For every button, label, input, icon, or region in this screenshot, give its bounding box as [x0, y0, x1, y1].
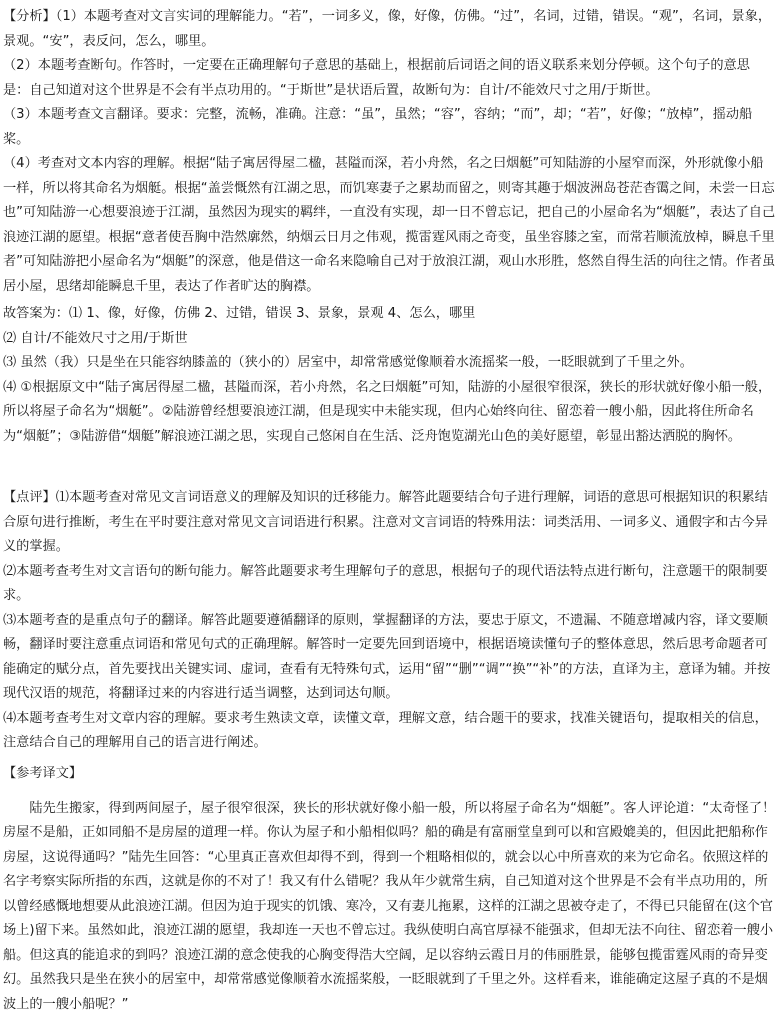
analysis-item-2: （2）本题考查断句。作答时，一定要在正确理解句子意思的基础上，根据前后词语之间的语义联系来划分停顿。这个句子的意思是：自己知道对这个世界是不会有半点功用的。“于斯世”是状语后置，故断句为：自计/不能效尺寸之用/于斯世。: [3, 54, 776, 103]
analysis-item-4: （4）考查对文本内容的理解。根据“陆子寓居得屋二楹，甚隘而深，若小舟然，名之曰烟艇”可知陆游的小屋窄而深，外形就像小船一样，所以将其命名为烟艇。根据“盖尝慨然有江湖之思，而饥寒妻子之累劫而留之，则寄其趣于烟波洲岛苍茫杳霭之间，未尝一日忘也”可知陆游一心想要浪迹于江湖，虽然因为现实的羁绊，一直没有实现，却一日不曾忘记，把自己的小屋命名为“烟艇”，表达了自己浪迹江湖的愿望。根据“意者使吾胸中浩然廓然，纳烟云日月之伟观，揽雷霆风雨之奇变，虽坐容膝之室，而常若顺流放棹，瞬息千里者”可知陆游把小屋命名为“烟艇”的深意，他是借这一命名来隐喻自己对于放浪江湖，观山水形胜，悠然自得生活的向往之情。作者虽居小屋，思绪却能瞬息千里，表达了作者旷达的胸襟。: [3, 152, 776, 299]
comment-header: 【点评】: [3, 490, 56, 505]
analysis-item-1: 【分析】（1）本题考查对文言实词的理解能力。“若”，一词多义，像，好像，仿佛。“过”，名词，过错，错误。“观”，名词，景象，景观。“安”，表反问，怎么，哪里。: [3, 5, 776, 54]
comment-item-1: 【点评】⑴本题考查对常见文言词语意义的理解及知识的迁移能力。解答此题要结合句子进行理解，词语的意思可根据知识的积累结合原句进行推断，考生在平时要注意对常见文言词语进行积累。注意对文言词语的特殊用法：词类活用、一词多义、通假字和古今异义的掌握。: [3, 486, 776, 560]
comment-section: [3, 486, 776, 756]
analysis-section: [3, 5, 776, 299]
translation-body: 陆先生搬家，得到两间屋子，屋子很窄很深，狭长的形状就好像小船一般，所以将屋子命名为“烟艇”。客人评论道：“太奇怪了！房屋不是船，正如同船不是房屋的道理一样。你认为屋子和小船相似吗？船的确是有富丽堂皇到可以和宫殿媲美的，但因此把船称作房屋，这说得通吗？”陆先生回答：“心里真正喜欢但却得不到，得到一个粗略相似的，就会以心中所喜欢的来为它命名。依照这样的名字考察实际所指的东西，这就是你的不对了！我又有什么错呢？我从年少就常生病，自己知道对这个世界是不会有半点功用的，所以曾经感慨地想要从此浪迹江湖。但因为迫于现实的饥饿、寒冷，又有妻儿拖累，这样的江湖之思被夺走了，不得已只能留在(这个官场上)留下来。虽然如此，浪迹江湖的愿望，我却连一天也不曾忘过。我纵使明白高官厚禄不能强求，但却无法不向往、留恋着一艘小船。但这真的能追求的到吗？浪迹江湖的意念使我的心胸变得浩大空阔，足以容纳云霞日月的伟丽胜景，能够包揽雷霆风雨的奇异变幻。虽然我只是坐在狭小的居室中，却常常感觉像顺着水流摇桨般，一眨眼就到了千里之外。这样看来，谁能确定这屋子真的不是烟波上的一艘小船呢？”: [3, 797, 776, 1017]
comment-item-3: ⑶本题考查的是重点句子的翻译。解答此题要遵循翻译的原则，掌握翻译的方法，要忠于原文，不遗漏、不随意增减内容，译文要顺畅，翻译时要注意重点词语和常见句式的正确理解。解答时一定要先回到语境中，根据语境读懂句子的整体意思，然后思考命题者可能确定的赋分点，首先要找出关键实词、虚词，查看有无特殊句式，运用“留”“删”“调”“换”“补”的方法，直译为主，意译为辅。并按现代汉语的规范，将翻译过来的内容进行适当调整，达到词达句顺。: [3, 609, 776, 707]
analysis-item-3: （3）本题考查文言翻译。要求：完整，流畅，准确。注意：“虽”，虽然；“容”，容纳；“而”，却；“若”，好像；“放棹”，摇动船桨。: [3, 103, 776, 152]
comment-item-2: ⑵本题考查考生对文言语句的断句能力。解答此题要求考生理解句子的意思，根据句子的现代语法特点进行断句，注意题干的限制要求。: [3, 560, 776, 609]
answers-lead: 故答案为：⑴ 1、像，好像，仿佛 2、过错，错误 3、景象，景观 4、怎么，哪里: [3, 302, 776, 327]
translation-header: 【参考译文】: [3, 762, 776, 787]
translation-section: [3, 762, 776, 1017]
answer-item-3: ⑶ 虽然（我）只是坐在只能容纳膝盖的（狭小的）居室中，却常常感觉像顺着水流摇桨一般，一眨眼就到了千里之外。: [3, 351, 776, 376]
answers-section: [3, 302, 776, 449]
answer-item-4: ⑷ ①根据原文中“陆子寓居得屋二楹，甚隘而深，若小舟然，名之曰烟艇”可知，陆游的小屋很窄很深，狭长的形状就好像小船一般，所以将屋子命名为“烟艇”。②陆游曾经想要浪迹江湖，但是现实中未能实现，但内心始终向往、留恋着一艘小船，因此将住所命名为“烟艇”；③陆游借“烟艇”解浪迹江湖之思，实现自己悠闲自在生活、泛舟饱览湖光山色的美好愿望，彰显出豁达洒脱的胸怀。: [3, 376, 776, 450]
analysis-header: 【分析】: [3, 9, 56, 24]
comment-item-4: ⑷本题考查考生对文章内容的理解。要求考生熟读文章，读懂文章，理解文意，结合题干的要求，找准关键语句，提取相关的信息，注意结合自己的理解用自己的语言进行阐述。: [3, 707, 776, 756]
answer-item-2: ⑵ 自计/不能效尺寸之用/于斯世: [3, 327, 776, 352]
